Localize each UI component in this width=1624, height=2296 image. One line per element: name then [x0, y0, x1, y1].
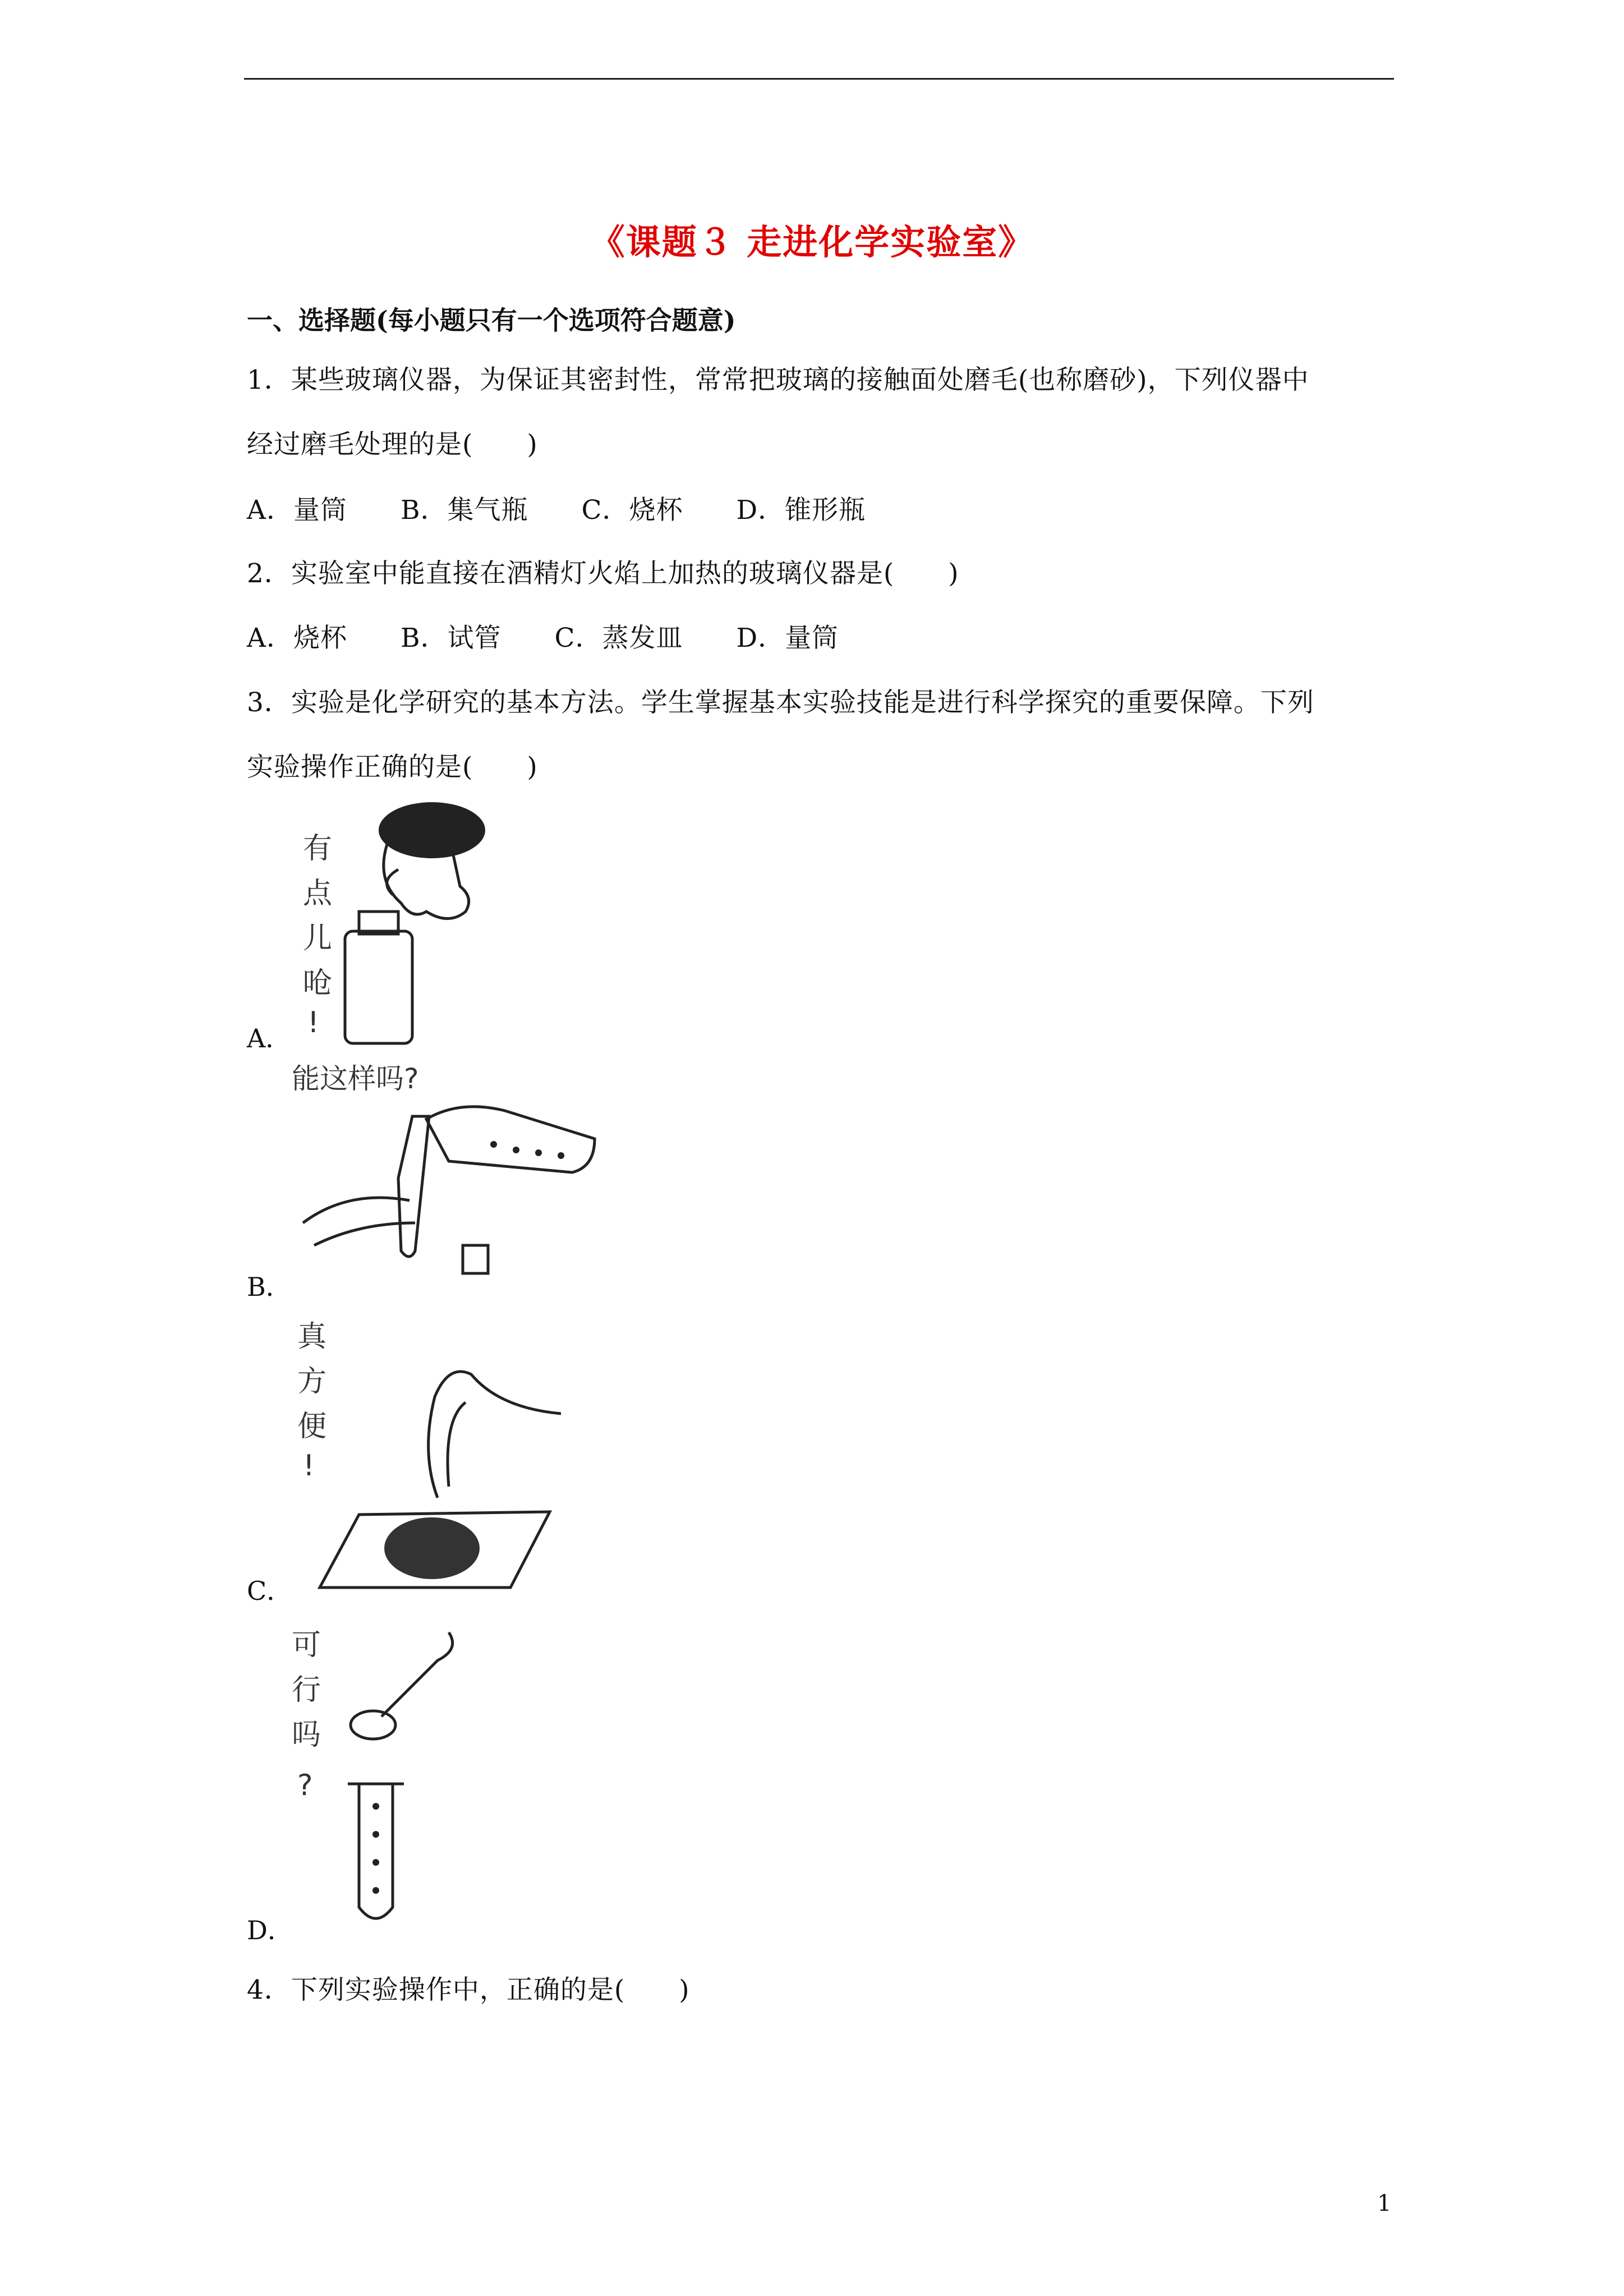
caption-text: 能这样吗? [292, 1062, 419, 1095]
caption-char: ? [297, 1769, 313, 1802]
particle [513, 1147, 519, 1153]
spoon-bowl [351, 1711, 395, 1739]
figure-a-smell-bottle [280, 785, 522, 1099]
caption-char: 真 [297, 1320, 327, 1354]
caption-char: 点 [303, 877, 333, 910]
caption-char: 吗 [292, 1718, 321, 1752]
question-3-line-1: 3．实验是化学研究的基本方法。学生掌握基本实验技能是进行科学探究的重要保障。下列 [247, 687, 1314, 718]
figure-d-spoon-test-tube [280, 1616, 466, 1930]
particle [372, 1859, 379, 1866]
option-a: A．烧杯 [247, 623, 347, 654]
figure-option-a-label: A． [247, 1023, 292, 1053]
caption-char: ! [307, 1006, 319, 1039]
figure-option-c-label: C． [247, 1576, 293, 1606]
section-heading: 一、选择题(每小题只有一个选项符合题意) [247, 305, 736, 335]
hat-shape [379, 802, 485, 858]
spoon-handle [381, 1632, 453, 1717]
figure-option-b-label: B． [247, 1272, 292, 1302]
header-rule [244, 78, 1394, 80]
particle [558, 1152, 564, 1159]
particle [372, 1887, 379, 1894]
caption-char: 可 [292, 1628, 321, 1662]
caption-char: 有 [303, 832, 333, 866]
caption-char: ! [303, 1449, 315, 1483]
bottle-shape [426, 1107, 595, 1172]
option-c: C．烧杯 [581, 495, 683, 526]
particle-pile [384, 1517, 480, 1579]
stopper-shape [463, 1245, 488, 1273]
question-2-options [247, 617, 892, 655]
question-1-line-2: 经过磨毛处理的是( ) [247, 429, 538, 460]
test-tube-shape [398, 1116, 429, 1257]
particle [535, 1149, 542, 1156]
particle [372, 1831, 379, 1838]
option-d: D．锥形瓶 [736, 495, 866, 526]
question-1-options [247, 489, 919, 527]
caption-char: 便 [297, 1410, 327, 1443]
finger-shape [448, 1402, 466, 1487]
figure-option-d-label: D． [247, 1915, 293, 1945]
bottle-shape [345, 931, 412, 1043]
option-a: A．量筒 [247, 495, 347, 526]
page-title: 《课题３ 走进化学实验室》 [590, 222, 1034, 263]
question-3-line-2: 实验操作正确的是( ) [247, 752, 538, 783]
caption-char: 儿 [303, 922, 333, 955]
figure-b-pouring-test-tube [280, 1055, 617, 1313]
option-b: B．试管 [400, 623, 502, 654]
caption-char: 呛 [303, 967, 333, 1000]
option-c: C．蒸发皿 [554, 623, 683, 654]
figure-c-hand-on-particles [280, 1307, 572, 1604]
option-b: B．集气瓶 [400, 495, 528, 526]
option-d: D．量筒 [736, 623, 839, 654]
particle [490, 1141, 497, 1148]
question-1-line-1: 1．某些玻璃仪器，为保证其密封性，常常把玻璃的接触面处磨毛(也称磨砂)，下列仪器中 [247, 365, 1309, 395]
page-number: 1 [1377, 2191, 1392, 2216]
caption-char: 行 [292, 1673, 321, 1707]
question-4-line-1: 4．下列实验操作中，正确的是( ) [247, 1975, 690, 2005]
caption-char: 方 [297, 1365, 327, 1398]
nose-shape [387, 869, 398, 895]
question-2-line-1: 2．实验室中能直接在酒精灯火焰上加热的玻璃仪器是( ) [247, 558, 959, 589]
particle [372, 1803, 379, 1810]
